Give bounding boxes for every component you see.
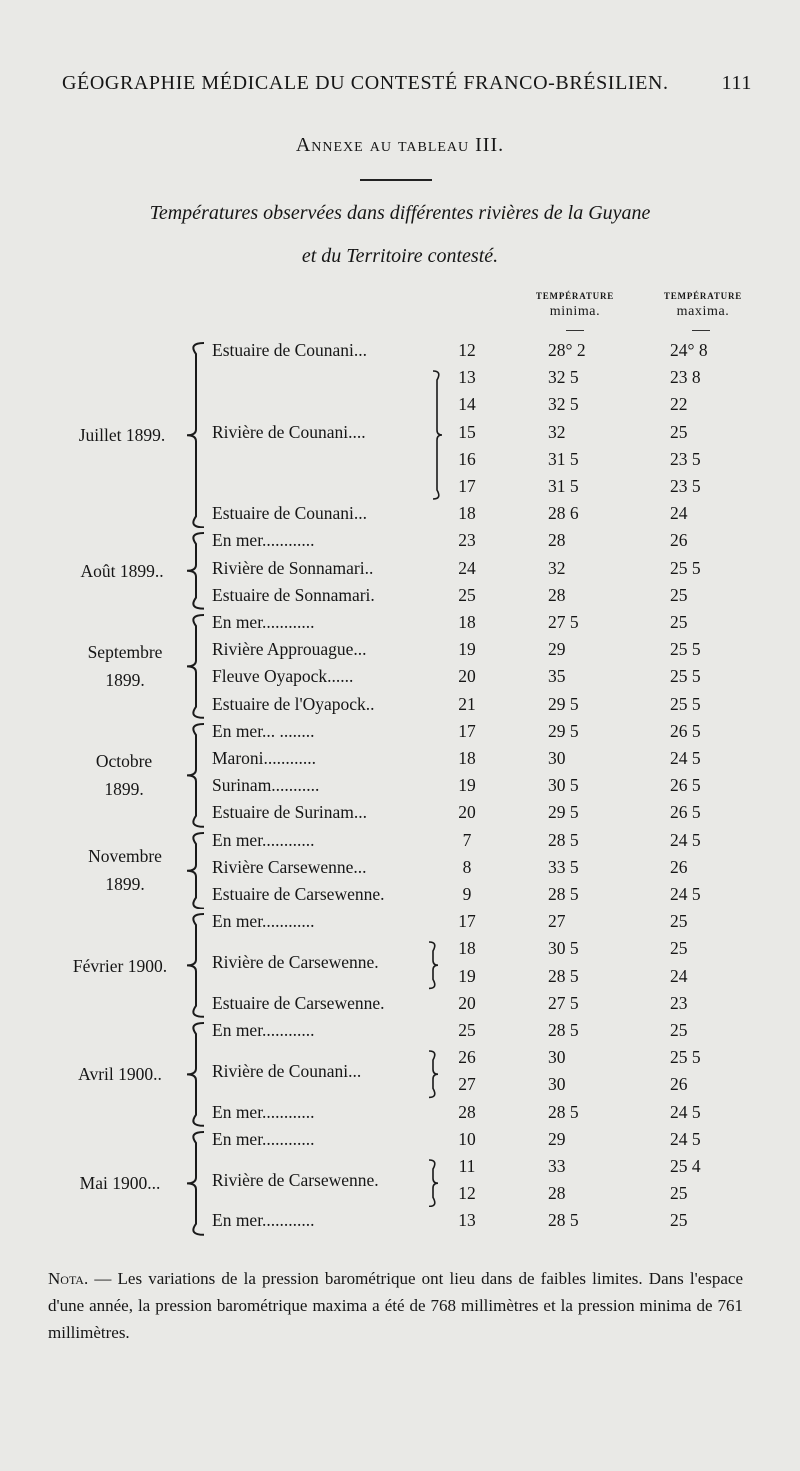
place-cell: Maroni............ bbox=[212, 748, 317, 768]
table-row bbox=[0, 993, 800, 1020]
temperature-max-cell: 25 bbox=[670, 612, 688, 632]
day-span-brace bbox=[428, 1159, 442, 1207]
day-cell: 19 bbox=[458, 639, 476, 660]
place-cell: Estuaire de Counani... bbox=[212, 340, 368, 360]
place-cell: En mer............ bbox=[212, 911, 315, 932]
temperature-min-cell: 27 5 bbox=[548, 992, 579, 1013]
place-cell: Estuaire de Sonnamari. bbox=[212, 584, 375, 605]
temperature-max-cell: 25 5 bbox=[670, 666, 701, 687]
table-row bbox=[0, 585, 800, 612]
place-cell: En mer............ bbox=[212, 829, 315, 850]
temperature-max-cell: 26 5 bbox=[670, 775, 701, 796]
day-cell: 20 bbox=[458, 802, 476, 823]
table-row bbox=[0, 1210, 800, 1237]
period-label bbox=[66, 638, 184, 694]
day-cell: 28 bbox=[458, 1101, 476, 1122]
temperature-min-cell: 30 bbox=[548, 1047, 566, 1068]
day-cell: 18 bbox=[458, 503, 476, 524]
temperature-min-cell: 30 5 bbox=[548, 775, 579, 796]
group-brace bbox=[186, 532, 208, 610]
temperature-min-cell: 30 5 bbox=[548, 938, 579, 959]
group-brace bbox=[186, 723, 208, 828]
table-row bbox=[0, 449, 800, 476]
temperature-min-cell: 28 5 bbox=[548, 829, 579, 850]
place-cell: Rivière de Counani.... bbox=[212, 421, 366, 442]
temperature-max-cell: 23 5 bbox=[670, 476, 701, 496]
temperature-min-cell: 27 5 bbox=[548, 612, 579, 632]
temperature-min-cell: 28 5 bbox=[548, 1020, 579, 1040]
temperature-max-cell: 25 bbox=[670, 1210, 688, 1231]
day-span-brace bbox=[428, 1050, 442, 1098]
table-row bbox=[0, 1020, 800, 1047]
day-cell: 20 bbox=[458, 992, 476, 1013]
day-cell: 23 bbox=[458, 530, 476, 551]
temperature-min-cell: 27 bbox=[548, 911, 566, 932]
temperature-max-cell: 24 bbox=[670, 503, 688, 524]
period-label-line: Août 1899.. bbox=[80, 561, 164, 582]
day-cell: 12 bbox=[458, 340, 476, 360]
temperature-min-cell: 28 5 bbox=[548, 965, 579, 986]
temperature-max-cell: 25 5 bbox=[670, 1047, 701, 1068]
title-rule bbox=[360, 179, 432, 181]
place-cell: Surinam........... bbox=[212, 775, 320, 796]
temperature-max-cell: 22 bbox=[670, 394, 688, 415]
day-cell: 10 bbox=[458, 1128, 476, 1149]
temperature-max-cell: 25 5 bbox=[670, 639, 701, 660]
group-brace bbox=[186, 614, 208, 719]
temperature-min-cell: 29 5 bbox=[548, 693, 579, 714]
period-label-line: 1899. bbox=[105, 670, 145, 691]
temperature-min-cell: 29 5 bbox=[548, 720, 579, 741]
temperature-max-cell: 24 5 bbox=[670, 829, 701, 850]
temperature-min-cell: 33 bbox=[548, 1156, 566, 1176]
day-cell: 13 bbox=[458, 1210, 476, 1231]
table-title-line-2: et du Territoire contesté. bbox=[301, 245, 499, 267]
place-cell: Rivière de Carsewenne. bbox=[212, 951, 379, 972]
place-cell: En mer............ bbox=[212, 1101, 315, 1122]
temperature-min-cell: 28 bbox=[548, 530, 566, 551]
day-cell: 17 bbox=[458, 720, 476, 741]
period-label bbox=[66, 842, 184, 898]
period-label bbox=[56, 952, 184, 980]
temperature-max-cell: 26 bbox=[670, 1074, 688, 1095]
group-brace bbox=[186, 832, 208, 910]
temperature-max-cell: 25 5 bbox=[670, 557, 701, 578]
column-heading-max: TEMPÉRATURE bbox=[663, 291, 743, 301]
day-cell: 15 bbox=[458, 421, 476, 442]
place-cell: Fleuve Oyapock...... bbox=[212, 666, 354, 687]
place-cell: Estuaire de Carsewenne. bbox=[212, 884, 385, 904]
table-row bbox=[0, 1102, 800, 1129]
table-title-line-1: Températures observées dans différentes rivières de la Guyane bbox=[149, 202, 651, 224]
place-cell: En mer............ bbox=[212, 1210, 315, 1231]
temperature-max-cell: 25 bbox=[670, 1183, 688, 1204]
temperature-min-cell: 28 bbox=[548, 584, 566, 605]
day-cell: 25 bbox=[458, 584, 476, 605]
temperature-min-cell: 32 5 bbox=[548, 367, 579, 388]
day-cell: 11 bbox=[458, 1156, 476, 1176]
temperature-min-cell: 28° 2 bbox=[548, 340, 586, 360]
temperature-max-cell: 24 5 bbox=[670, 1128, 701, 1149]
table-row bbox=[0, 367, 800, 394]
temperature-min-cell: 35 bbox=[548, 666, 566, 687]
column-heading-min: TEMPÉRATURE bbox=[535, 291, 615, 301]
day-cell: 18 bbox=[458, 938, 476, 959]
temperature-max-cell: 24 5 bbox=[670, 884, 701, 904]
day-cell: 21 bbox=[458, 693, 476, 714]
temperature-min-cell: 29 5 bbox=[548, 802, 579, 823]
table-row bbox=[0, 340, 800, 367]
period-label bbox=[56, 1169, 184, 1197]
day-cell: 18 bbox=[458, 612, 476, 632]
temperature-max-cell: 23 8 bbox=[670, 367, 701, 388]
temperature-max-cell: 25 4 bbox=[670, 1156, 701, 1176]
day-cell: 17 bbox=[458, 476, 476, 496]
temperature-max-cell: 25 bbox=[670, 584, 688, 605]
temperature-min-cell: 32 bbox=[548, 421, 566, 442]
temperature-max-cell: 25 bbox=[670, 1020, 688, 1040]
day-cell: 9 bbox=[462, 884, 472, 904]
day-cell: 25 bbox=[458, 1020, 476, 1040]
temperature-min-cell: 28 5 bbox=[548, 1101, 579, 1122]
table-row bbox=[0, 612, 800, 639]
day-cell: 7 bbox=[462, 829, 472, 850]
group-brace bbox=[186, 913, 208, 1018]
temperature-max-cell: 24° 8 bbox=[670, 340, 708, 360]
temperature-min-cell: 33 5 bbox=[548, 856, 579, 877]
day-span-brace bbox=[428, 941, 442, 989]
table-row bbox=[0, 476, 800, 503]
day-cell: 26 bbox=[458, 1047, 476, 1068]
temperature-min-cell: 28 6 bbox=[548, 503, 579, 524]
day-cell: 8 bbox=[462, 856, 472, 877]
temperature-max-cell: 25 bbox=[670, 911, 688, 932]
day-cell: 14 bbox=[458, 394, 476, 415]
temperature-max-cell: 25 bbox=[670, 938, 688, 959]
day-cell: 19 bbox=[458, 775, 476, 796]
period-label bbox=[56, 1060, 184, 1088]
temperature-min-cell: 32 5 bbox=[548, 394, 579, 415]
day-cell: 24 bbox=[458, 557, 476, 578]
temperature-max-cell: 23 bbox=[670, 992, 688, 1013]
place-cell: En mer............ bbox=[212, 1020, 315, 1040]
place-cell: Estuaire de Surinam... bbox=[212, 802, 368, 823]
place-cell: Rivière de Carsewenne. bbox=[212, 1169, 379, 1190]
period-label bbox=[58, 557, 186, 585]
column-sub-max: maxima. bbox=[676, 304, 730, 319]
place-cell: Rivière de Counani... bbox=[212, 1060, 362, 1081]
place-cell: Rivière Carsewenne... bbox=[212, 856, 367, 877]
temperature-min-cell: 32 bbox=[548, 557, 566, 578]
day-cell: 16 bbox=[458, 448, 476, 469]
temperature-min-cell: 29 bbox=[548, 1128, 566, 1149]
day-cell: 17 bbox=[458, 911, 476, 932]
table-row bbox=[0, 1129, 800, 1156]
temperature-max-cell: 24 bbox=[670, 965, 688, 986]
temperature-min-cell: 31 5 bbox=[548, 448, 579, 469]
period-label bbox=[58, 421, 186, 449]
group-brace bbox=[186, 342, 208, 528]
place-cell: En mer............ bbox=[212, 612, 315, 632]
column-sub-min: minima. bbox=[549, 304, 601, 319]
place-cell: Rivière Approuague... bbox=[212, 639, 367, 660]
temperature-max-cell: 26 bbox=[670, 856, 688, 877]
temperature-max-cell: 26 5 bbox=[670, 720, 701, 741]
day-cell: 18 bbox=[458, 748, 476, 768]
running-head-title: GÉOGRAPHIE MÉDICALE DU CONTESTÉ FRANCO-BRÉSILIEN. bbox=[62, 72, 669, 94]
column-dash-min bbox=[566, 330, 584, 331]
footnote-lead: Nota. bbox=[48, 1269, 89, 1288]
group-brace bbox=[186, 1131, 208, 1236]
running-head bbox=[62, 72, 752, 95]
place-cell: En mer............ bbox=[212, 530, 315, 551]
column-header-maxima bbox=[648, 288, 758, 320]
day-cell: 12 bbox=[458, 1183, 476, 1204]
period-label-line: 1899. bbox=[104, 779, 144, 800]
column-header-minima bbox=[520, 288, 630, 320]
period-label-line: Septembre bbox=[87, 642, 163, 663]
period-label-line: Février 1900. bbox=[72, 955, 168, 976]
day-cell: 19 bbox=[458, 965, 476, 986]
temperature-max-cell: 24 5 bbox=[670, 748, 701, 768]
temperature-min-cell: 30 bbox=[548, 1074, 566, 1095]
table-row bbox=[0, 530, 800, 557]
place-cell: En mer... ........ bbox=[212, 720, 315, 741]
day-cell: 27 bbox=[458, 1074, 476, 1095]
temperature-min-cell: 31 5 bbox=[548, 476, 579, 496]
day-cell: 20 bbox=[458, 666, 476, 687]
place-cell: En mer............ bbox=[212, 1128, 315, 1149]
temperature-max-cell: 26 bbox=[670, 530, 688, 551]
temperature-max-cell: 25 bbox=[670, 421, 688, 442]
temperature-min-cell: 28 5 bbox=[548, 884, 579, 904]
column-dash-max bbox=[692, 330, 710, 331]
period-label-line: Octobre bbox=[95, 751, 153, 772]
temperature-min-cell: 30 bbox=[548, 748, 566, 768]
table-row bbox=[0, 394, 800, 421]
temperature-max-cell: 26 5 bbox=[670, 802, 701, 823]
period-label-line: Novembre bbox=[88, 846, 162, 867]
table-row bbox=[0, 911, 800, 938]
place-cell: Estuaire de l'Oyapock.. bbox=[212, 693, 375, 714]
day-span-brace bbox=[432, 370, 446, 500]
footnote-text: — Les variations de la pression barométrique ont lieu dans de faibles limites. Dans l'espace d'une année, la pression barométrique maxima a été de 768 millimètres et la pression minima de 761 millimètres. bbox=[48, 1269, 743, 1342]
temperature-max-cell: 25 5 bbox=[670, 693, 701, 714]
place-cell: Rivière de Sonnamari.. bbox=[212, 557, 374, 578]
place-cell: Estuaire de Counani... bbox=[212, 503, 368, 524]
period-label-line: 1899. bbox=[105, 874, 145, 895]
footnote bbox=[48, 1265, 743, 1346]
temperature-max-cell: 24 5 bbox=[670, 1101, 701, 1122]
annex-title: Annexe au tableau III. bbox=[295, 134, 505, 156]
place-cell: Estuaire de Carsewenne. bbox=[212, 992, 385, 1013]
table-row bbox=[0, 503, 800, 530]
group-brace bbox=[186, 1022, 208, 1127]
temperature-min-cell: 28 5 bbox=[548, 1210, 579, 1231]
temperature-max-cell: 23 5 bbox=[670, 448, 701, 469]
day-cell: 13 bbox=[458, 367, 476, 388]
period-label bbox=[74, 747, 174, 803]
table-row bbox=[0, 802, 800, 829]
period-label-line: Mai 1900... bbox=[79, 1173, 161, 1194]
table-row bbox=[0, 721, 800, 748]
period-label-line: Juillet 1899. bbox=[78, 425, 166, 446]
period-label-line: Avril 1900.. bbox=[78, 1064, 162, 1085]
temperature-min-cell: 29 bbox=[548, 639, 566, 660]
table-row bbox=[0, 694, 800, 721]
temperature-min-cell: 28 bbox=[548, 1183, 566, 1204]
page-number: 111 bbox=[721, 72, 752, 94]
